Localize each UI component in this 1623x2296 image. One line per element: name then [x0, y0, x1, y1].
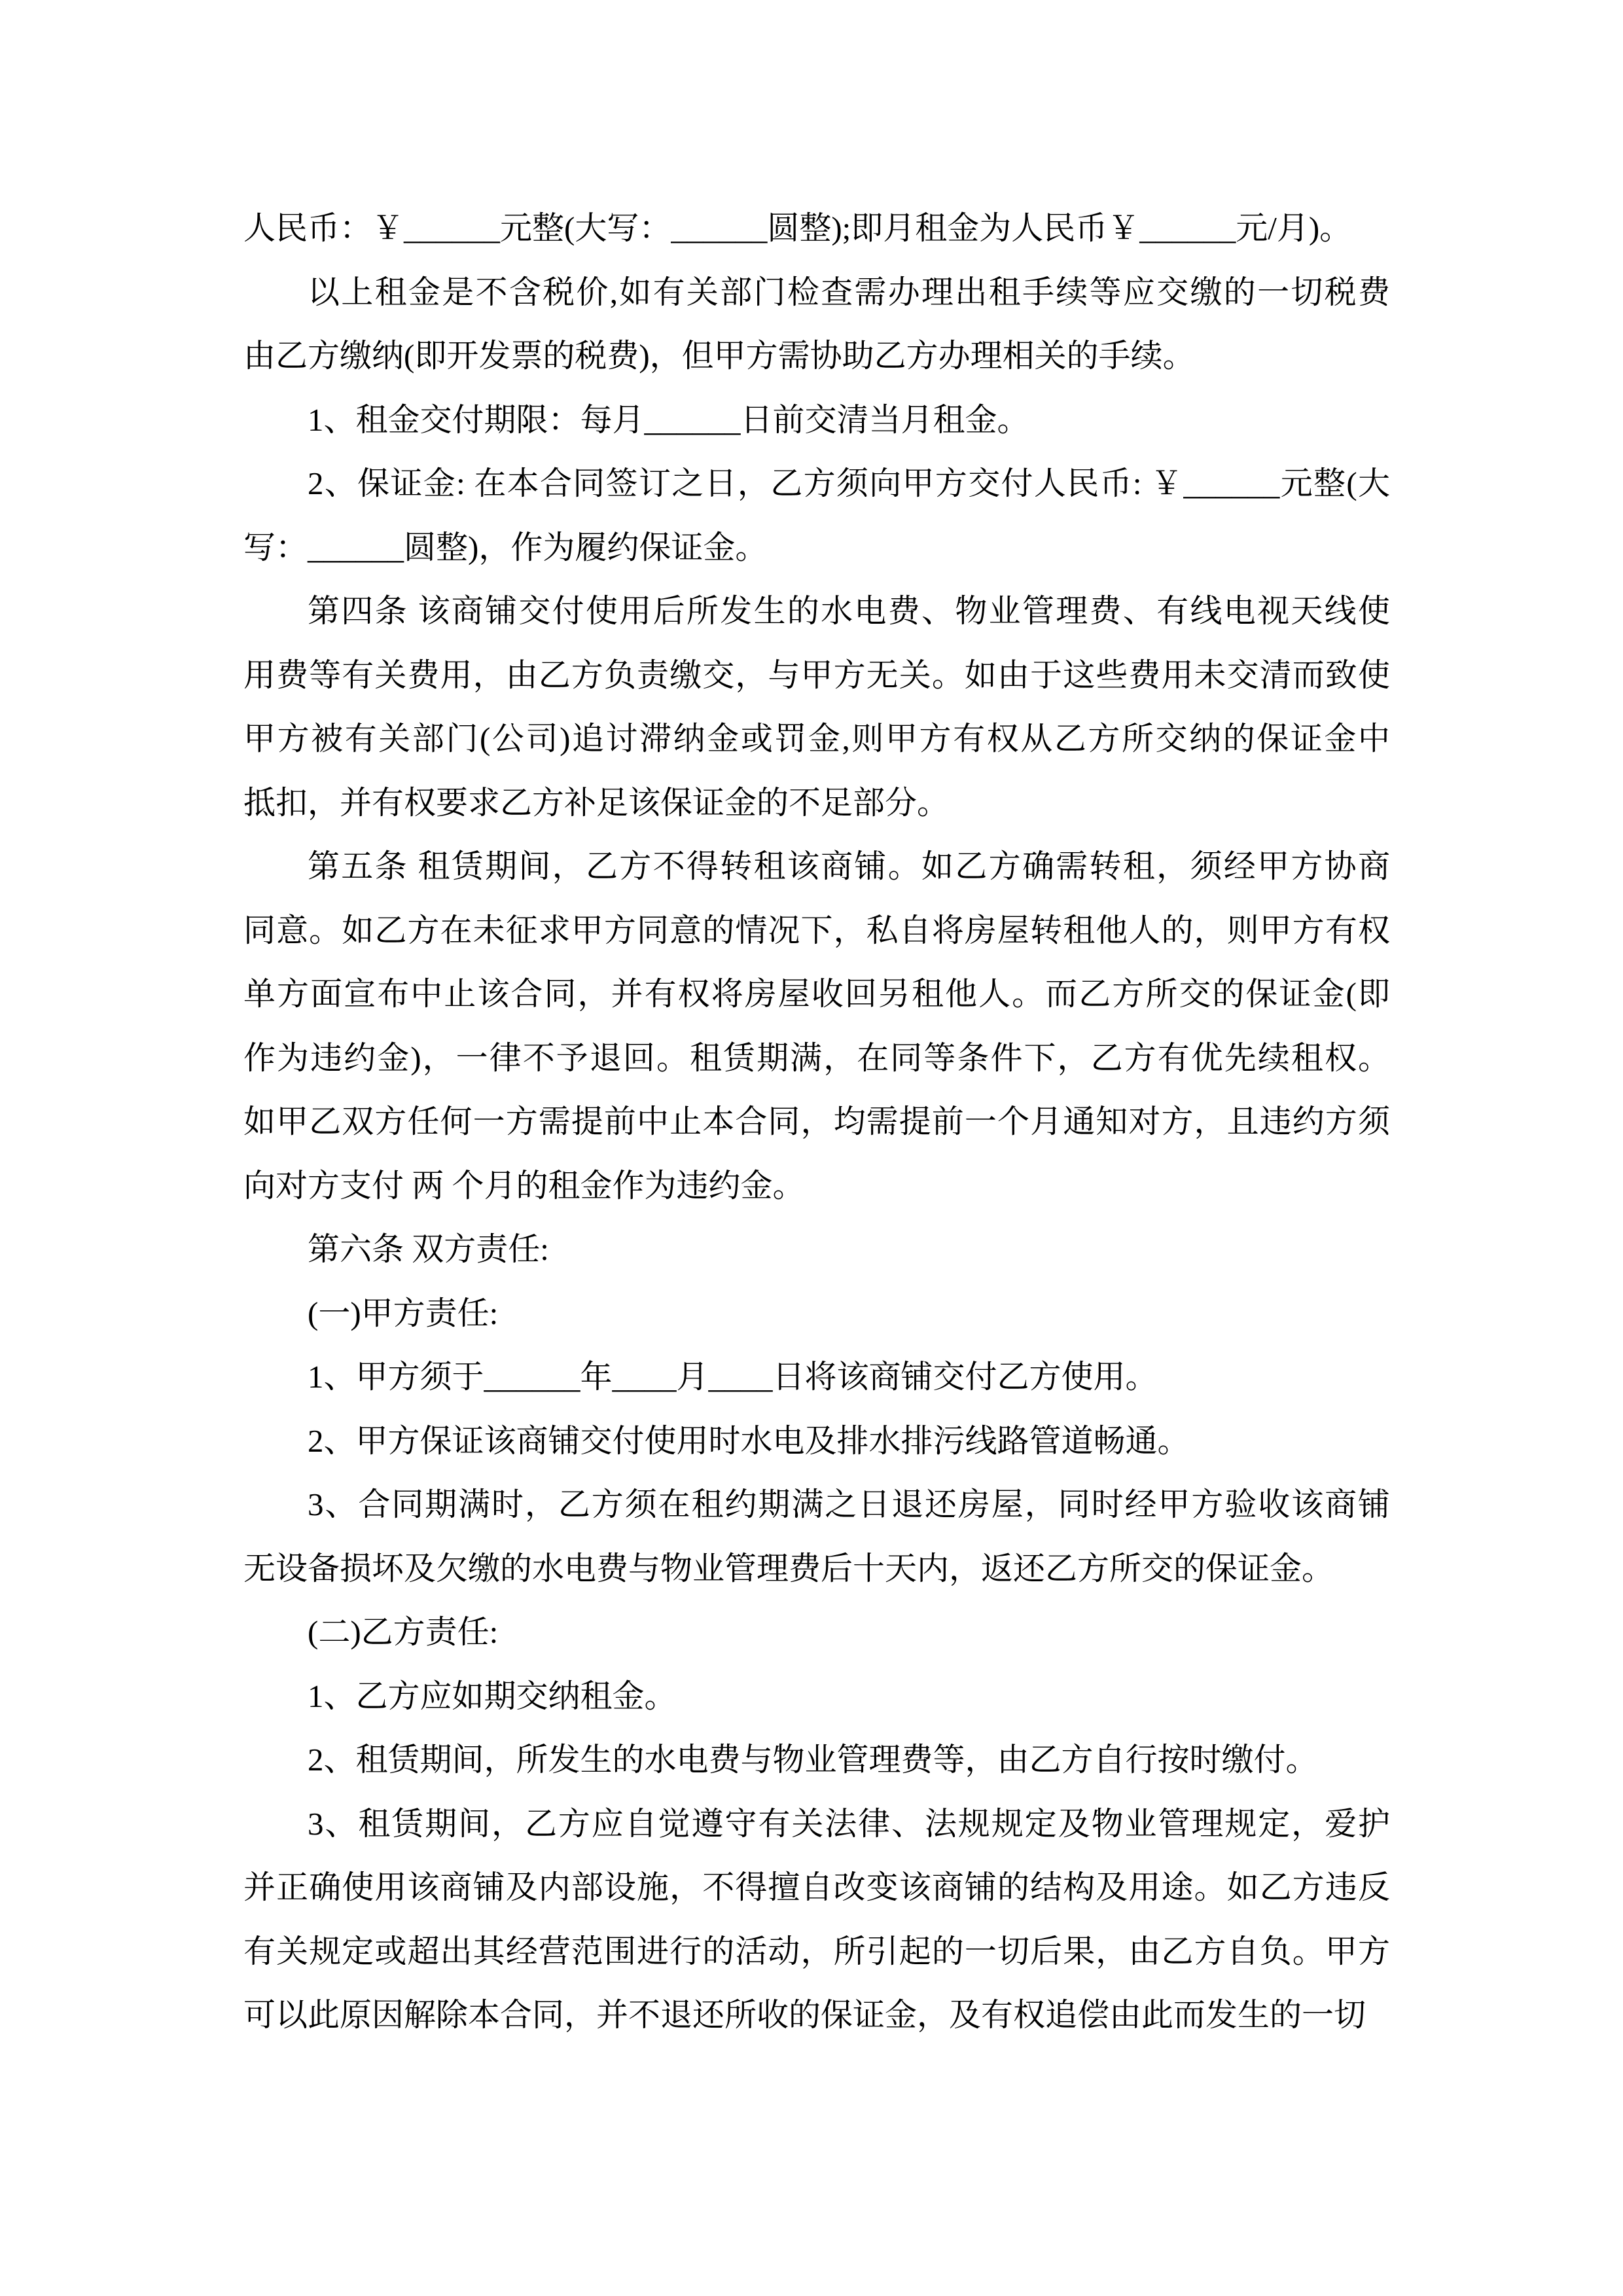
text-line: 向对方支付 两 个月的租金作为违约金。	[243, 1167, 805, 1204]
text-line: 写：______圆整)，作为履约保证金。	[243, 529, 768, 565]
text-line: 可以此原因解除本合同，并不退还所收的保证金，及有权追偿由此而发生的一切	[243, 1997, 1366, 2033]
paragraph	[243, 260, 1390, 388]
paragraph	[243, 1217, 1390, 1282]
text-line: 2、甲方保证该商铺交付使用时水电及排水排污线路管道畅通。	[308, 1422, 1190, 1459]
paragraph	[243, 1409, 1390, 1473]
text-line: 抵扣，并有权要求乙方补足该保证金的不足部分。	[243, 784, 950, 821]
text-line: 用费等有关费用，由乙方负责缴交，与甲方无关。如由于这些费用未交清而致使	[243, 656, 1390, 693]
paragraph	[243, 1728, 1390, 1792]
text-line: 1、租金交付期限：每月______日前交清当月租金。	[308, 401, 1029, 438]
text-line: 有关规定或超出其经营范围进行的活动，所引起的一切后果，由乙方自负。甲方	[243, 1933, 1390, 1969]
text-line: 1、乙方应如期交纳租金。	[308, 1677, 677, 1714]
paragraph	[243, 579, 1390, 834]
text-line: 2、保证金: 在本合同签订之日，乙方须向甲方交付人民币: ￥______元整(大	[308, 465, 1390, 501]
text-line: 如甲乙双方任何一方需提前中止本合同，均需提前一个月通知对方，且违约方须	[243, 1103, 1390, 1139]
paragraph	[243, 452, 1390, 579]
text-line: 3、合同期满时，乙方须在租约期满之日退还房屋，同时经甲方验收该商铺	[308, 1486, 1390, 1522]
text-line: 3、租赁期间，乙方应自觉遵守有关法律、法规规定及物业管理规定，爱护	[308, 1805, 1390, 1842]
paragraph	[243, 1600, 1390, 1664]
text-line: 同意。如乙方在未征求甲方同意的情况下，私自将房屋转租他人的，则甲方有权	[243, 912, 1390, 948]
paragraph	[243, 1473, 1390, 1600]
text-line: 并正确使用该商铺及内部设施，不得擅自改变该商铺的结构及用途。如乙方违反	[243, 1869, 1390, 1905]
text-line: 由乙方缴纳(即开发票的税费)，但甲方需协助乙方办理相关的手续。	[243, 338, 1195, 374]
paragraph	[243, 196, 1390, 260]
text-line: 第五条 租赁期间，乙方不得转租该商铺。如乙方确需转租，须经甲方协商	[308, 848, 1390, 884]
text-line: 以上租金是不含税价,如有关部门检查需办理出租手续等应交缴的一切税费	[308, 274, 1390, 310]
text-line: (二)乙方责任:	[308, 1614, 499, 1650]
paragraph	[243, 1664, 1390, 1729]
paragraph	[243, 1792, 1390, 2047]
paragraph	[243, 388, 1390, 452]
text-line: 第四条 该商铺交付使用后所发生的水电费、物业管理费、有线电视天线使	[308, 593, 1390, 629]
text-line: 作为违约金)，一律不予退回。租赁期满，在同等条件下，乙方有优先续租权。	[243, 1039, 1390, 1076]
paragraph	[243, 1345, 1390, 1409]
paragraph	[243, 1282, 1390, 1346]
text-line: 1、甲方须于______年____月____日将该商铺交付乙方使用。	[308, 1359, 1158, 1395]
text-line: 甲方被有关部门(公司)追讨滞纳金或罚金,则甲方有权从乙方所交纳的保证金中	[243, 721, 1390, 757]
text-line: 2、租赁期间，所发生的水电费与物业管理费等，由乙方自行按时缴付。	[308, 1742, 1318, 1778]
text-line: 单方面宣布中止该合同，并有权将房屋收回另租他人。而乙方所交的保证金(即	[243, 976, 1390, 1012]
text-line: (一)甲方责任:	[308, 1295, 499, 1331]
paragraph	[243, 834, 1390, 1217]
contract-body	[243, 196, 1390, 2047]
text-line: 无设备损坏及欠缴的水电费与物业管理费后十天内，返还乙方所交的保证金。	[243, 1550, 1334, 1587]
text-line: 人民币：￥______元整(大写：______圆整);即月租金为人民币￥______元/月)。	[243, 210, 1352, 246]
text-line: 第六条 双方责任:	[308, 1231, 549, 1267]
